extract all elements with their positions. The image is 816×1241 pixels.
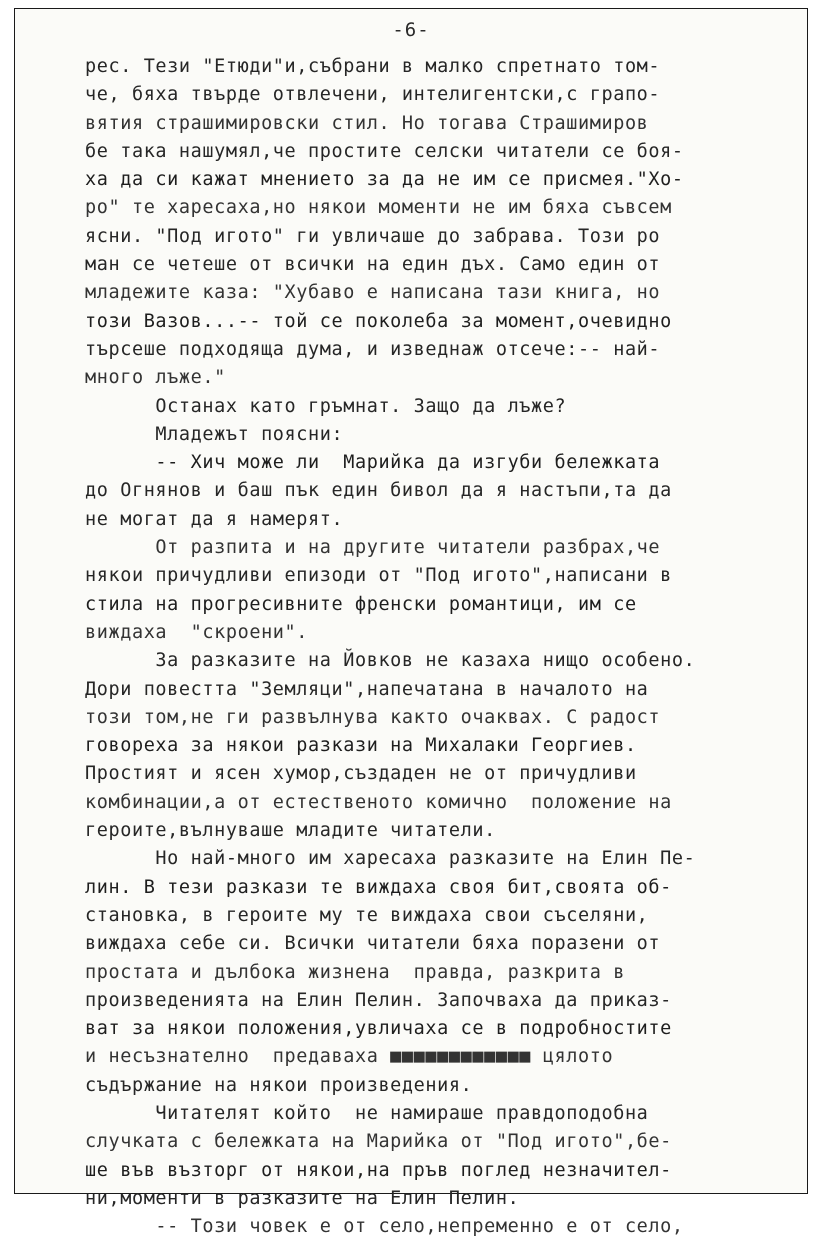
- text-line: някои причудливи епизоди от "Под игото",написани в: [85, 565, 672, 587]
- text-line: съдържание на някои произведения.: [85, 1074, 473, 1096]
- text-line: случката с бележката на Марийка от "Под игото",бе-: [85, 1131, 672, 1153]
- text-line: рес. Тези "Етюди"и,събрани в малко спретнато том-: [85, 56, 661, 77]
- text-line: простата и дълбока жизнена правда, разкрита в: [85, 961, 625, 983]
- text-line: младежите каза: "Хубаво е написана тази книга, но: [85, 282, 661, 304]
- text-line: -- Този човек е от село,непременно е от село,: [85, 1216, 684, 1238]
- text-line: този Вазов...-- той се поколеба за момент,очевидно: [85, 310, 672, 332]
- text-line: вятия страшимировски стил. Но тогава Страшимиров: [85, 112, 649, 134]
- page-number: -6-: [392, 19, 430, 41]
- text-line: и несъзнателно предаваха ■■■■■■■■■■■■ цялото: [85, 1046, 614, 1068]
- text-line: героите,вълнуваше младите читатели.: [85, 820, 496, 842]
- text-line: становка, в героите му те виждаха свои съселяни,: [85, 904, 649, 926]
- typescript-page: [14, 8, 808, 1238]
- typed-text-body: [85, 53, 816, 1241]
- text-line: че, бяха твърде отвлечени, интелигентски,с грапо-: [85, 84, 661, 106]
- text-line: -- Хич може ли Марийка да изгуби бележката: [85, 452, 661, 474]
- text-line: От разпита и на другите читатели разбрах,че: [85, 537, 661, 559]
- text-line: говореха за някои разкази на Михалаки Георгиев.: [85, 735, 637, 757]
- text-line: комбинации,а от естественото комично положение на: [85, 791, 672, 813]
- text-line: виждаха "скроени".: [85, 621, 309, 643]
- text-line: ни,моменти в разказите на Елин Пелин.: [85, 1187, 520, 1209]
- text-line: до Огнянов и баш пък един бивол да я настъпи,та да: [85, 480, 672, 502]
- text-line: този том,не ги развълнува както очаквах. С радост: [85, 706, 661, 728]
- text-line: ват за някои положения,увличаха се в подробностите: [85, 1018, 672, 1040]
- text-line: Простият и ясен хумор,създаден не от причудливи: [85, 763, 637, 785]
- text-line: търсеше подходяща дума, и изведнаж отсече:-- най-: [85, 338, 661, 360]
- text-line: ше във възторг от някои,на пръв поглед незначител-: [85, 1159, 672, 1181]
- text-line: бе така нашумял,че простите селски читатели се боя-: [85, 140, 684, 162]
- text-line: Дори повестта "Земляци",напечатана в началото на: [85, 678, 649, 700]
- text-line: За разказите на Йовков не казаха нищо особено.: [85, 650, 696, 672]
- text-line: Останах като гръмнат. Защо да лъже?: [85, 395, 567, 417]
- text-line: виждаха себе си. Всички читатели бяха поразени от: [85, 933, 661, 955]
- text-line: много лъже.": [85, 367, 226, 389]
- text-line: произведенията на Елин Пелин. Започваха да приказ-: [85, 989, 672, 1011]
- text-line: Но най-много им харесаха разказите на Елин Пе-: [85, 848, 696, 870]
- text-line: лин. В тези разкази те виждаха своя бит,своята об-: [85, 876, 672, 898]
- text-line: Младежът поясни:: [85, 423, 344, 445]
- text-line: Читателят който не намираше правдоподобна: [85, 1102, 649, 1124]
- text-line: ман се четеше от всички на един дъх. Само един от: [85, 254, 661, 276]
- text-line: стила на прогресивните френски романтици, им се: [85, 593, 637, 615]
- text-line: ро" те харесаха,но някои моменти не им бяха съвсем: [85, 197, 672, 219]
- text-line: ха да си кажат мнението за да не им се присмея."Хо-: [85, 169, 684, 191]
- text-line: ясни. "Под игото" ги увличаше до забрава. Този ро: [85, 225, 661, 247]
- text-line: не могат да я намерят.: [85, 508, 344, 530]
